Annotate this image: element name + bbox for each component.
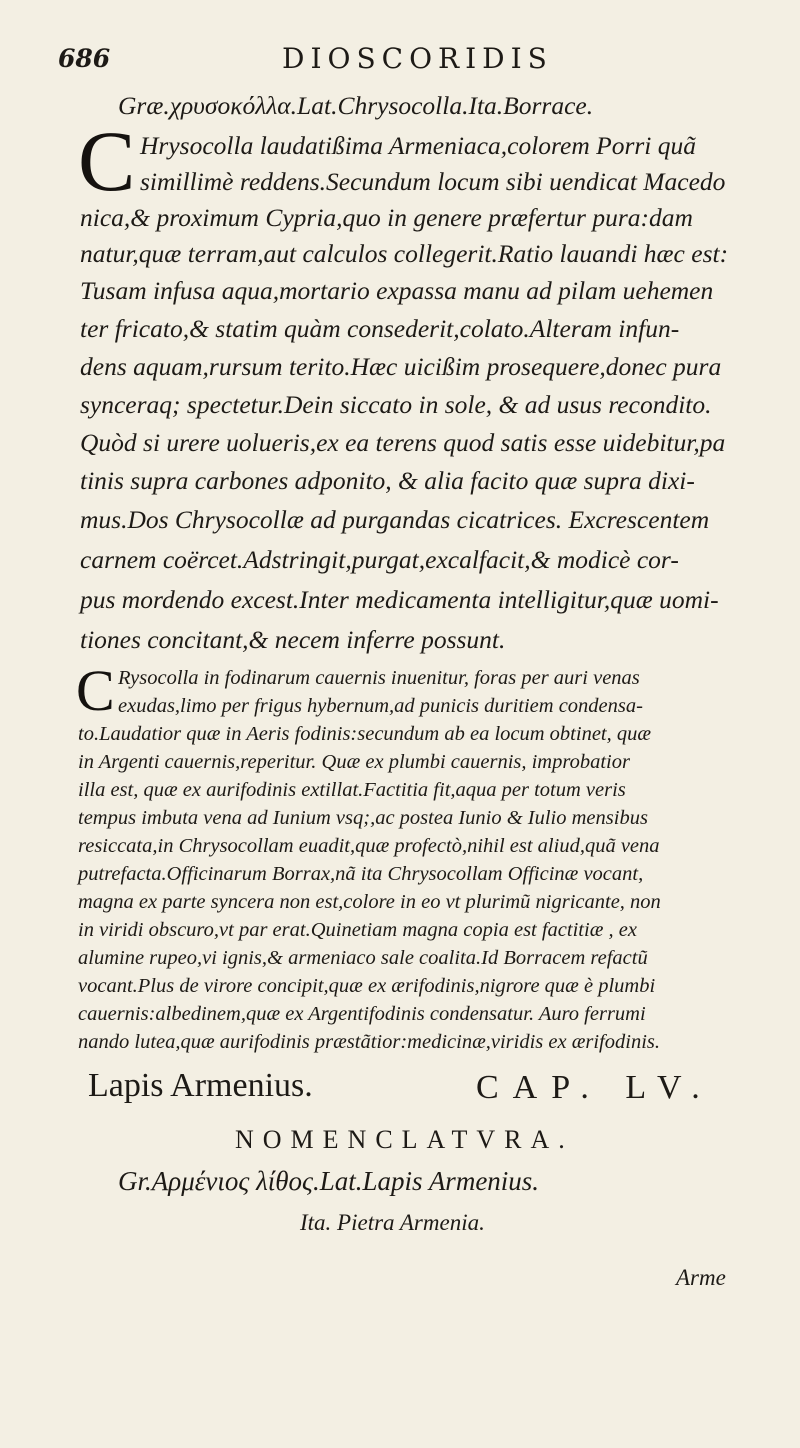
page-header [0, 40, 800, 80]
italian-name: Ita. Pietra Armenia. [300, 1210, 485, 1235]
text-line: carnem coërcet.Adstringit,purgat,excalfacit,& modicè cor- [80, 545, 679, 574]
text-line: Tusam infusa aqua,mortario expassa manu ad pilam uehemen [80, 276, 714, 305]
text-line: mus.Dos Chrysocollæ ad purgandas cicatrices. Excrescentem [80, 505, 710, 534]
annotation-line: vocant.Plus de virore concipit,quæ ex ærifodinis,nigrore quæ è plumbi [78, 975, 656, 997]
text-line: nica,& proximum Cypria,quo in genere præfertur pura:dam [80, 203, 693, 232]
annotation-line: magna ex parte syncera non est,colore in eo vt plurimũ nigricante, non [78, 891, 661, 913]
text-line: dens aquam,rursum terito.Hæc uicißim prosequere,donec pura [80, 352, 722, 381]
chapter-title: Lapis Armenius. [88, 1067, 313, 1104]
annotation-line: in Argenti cauernis,reperitur. Quæ ex plumbi cauernis, improbatior [78, 751, 630, 773]
drop-cap-initial: C [78, 113, 136, 209]
greek-latin-names: Gr.Αρμένιος λίθος.Lat.Lapis Armenius. [118, 1166, 540, 1196]
text-line: natur,quæ terram,aut calculos collegerit.Ratio lauandi hæc est: [80, 239, 729, 268]
annotation-line: putrefacta.Officinarum Borrax,nã ita Chrysocollam Officinæ vocant, [78, 863, 644, 885]
text-line: ter fricato,& statim quàm consederit,colato.Alteram infun- [80, 314, 680, 343]
chapter-heading [88, 1067, 768, 1107]
annotation-line: nando lutea,quæ aurifodinis præstãtior:medicinæ,viridis ex ærifodinis. [78, 1031, 660, 1053]
text-line: simillimè reddens.Secundum locum sibi uendicat Macedo [140, 167, 726, 196]
text-line: synceraq; spectetur.Dein siccato in sole, & ad usus recondito. [80, 390, 712, 419]
annotation-line: to.Laudatior quæ in Aeris fodinis:secundum ab ea locum obtinet, quæ [78, 723, 652, 745]
text-line: tiones concitant,& necem inferre possunt. [80, 625, 506, 654]
text-line: Hrysocolla laudatißima Armeniaca,colorem Porri quã [140, 131, 696, 160]
catchword: Arme [676, 1265, 726, 1290]
annotation-line: alumine rupeo,vi ignis,& armeniaco sale coalita.Id Borracem refactũ [78, 947, 648, 969]
page-number: 686 [58, 44, 111, 73]
chrysocolla-names-line: Græ.χρυσοκόλλα.Lat.Chrysocolla.Ita.Borrace. [118, 91, 594, 120]
chapter-number: CAP. LV. [476, 1069, 714, 1106]
text-line: pus mordendo excest.Inter medicamenta intelligitur,quæ uomi- [80, 585, 719, 614]
annotation-line: cauernis:albedinem,quæ ex Argentifodinis condensatur. Auro ferrumi [78, 1003, 646, 1025]
drop-cap-initial: C [76, 658, 115, 723]
annotation-line: Rysocolla in fodinarum cauernis inuenitur, foras per auri venas [118, 667, 640, 689]
annotation-line: illa est, quæ ex aurifodinis extillat.Factitia fit,aqua per totum veris [78, 779, 626, 801]
running-head: DIOSCORIDIS [282, 42, 553, 75]
nomenclatura-heading: NOMENCLATVRA. [235, 1125, 574, 1154]
annotation-line: in viridi obscuro,vt par erat.Quinetiam magna copia est factitiæ , ex [78, 919, 637, 941]
text-line: Quòd si urere uolueris,ex ea terens quod satis esse uidebitur,pa [80, 428, 726, 457]
annotation-line: exudas,limo per frigus hybernum,ad punicis duritiem condensa- [118, 695, 643, 717]
annotation-line: resiccata,in Chrysocollam euadit,quæ profectò,nihil est aliud,quã vena [78, 835, 660, 857]
annotation-line: tempus imbuta vena ad Iunium vsq;,ac postea Iunio & Iulio mensibus [78, 807, 648, 829]
text-line: tinis supra carbones adponito, & alia facito quæ supra dixi- [80, 466, 695, 495]
